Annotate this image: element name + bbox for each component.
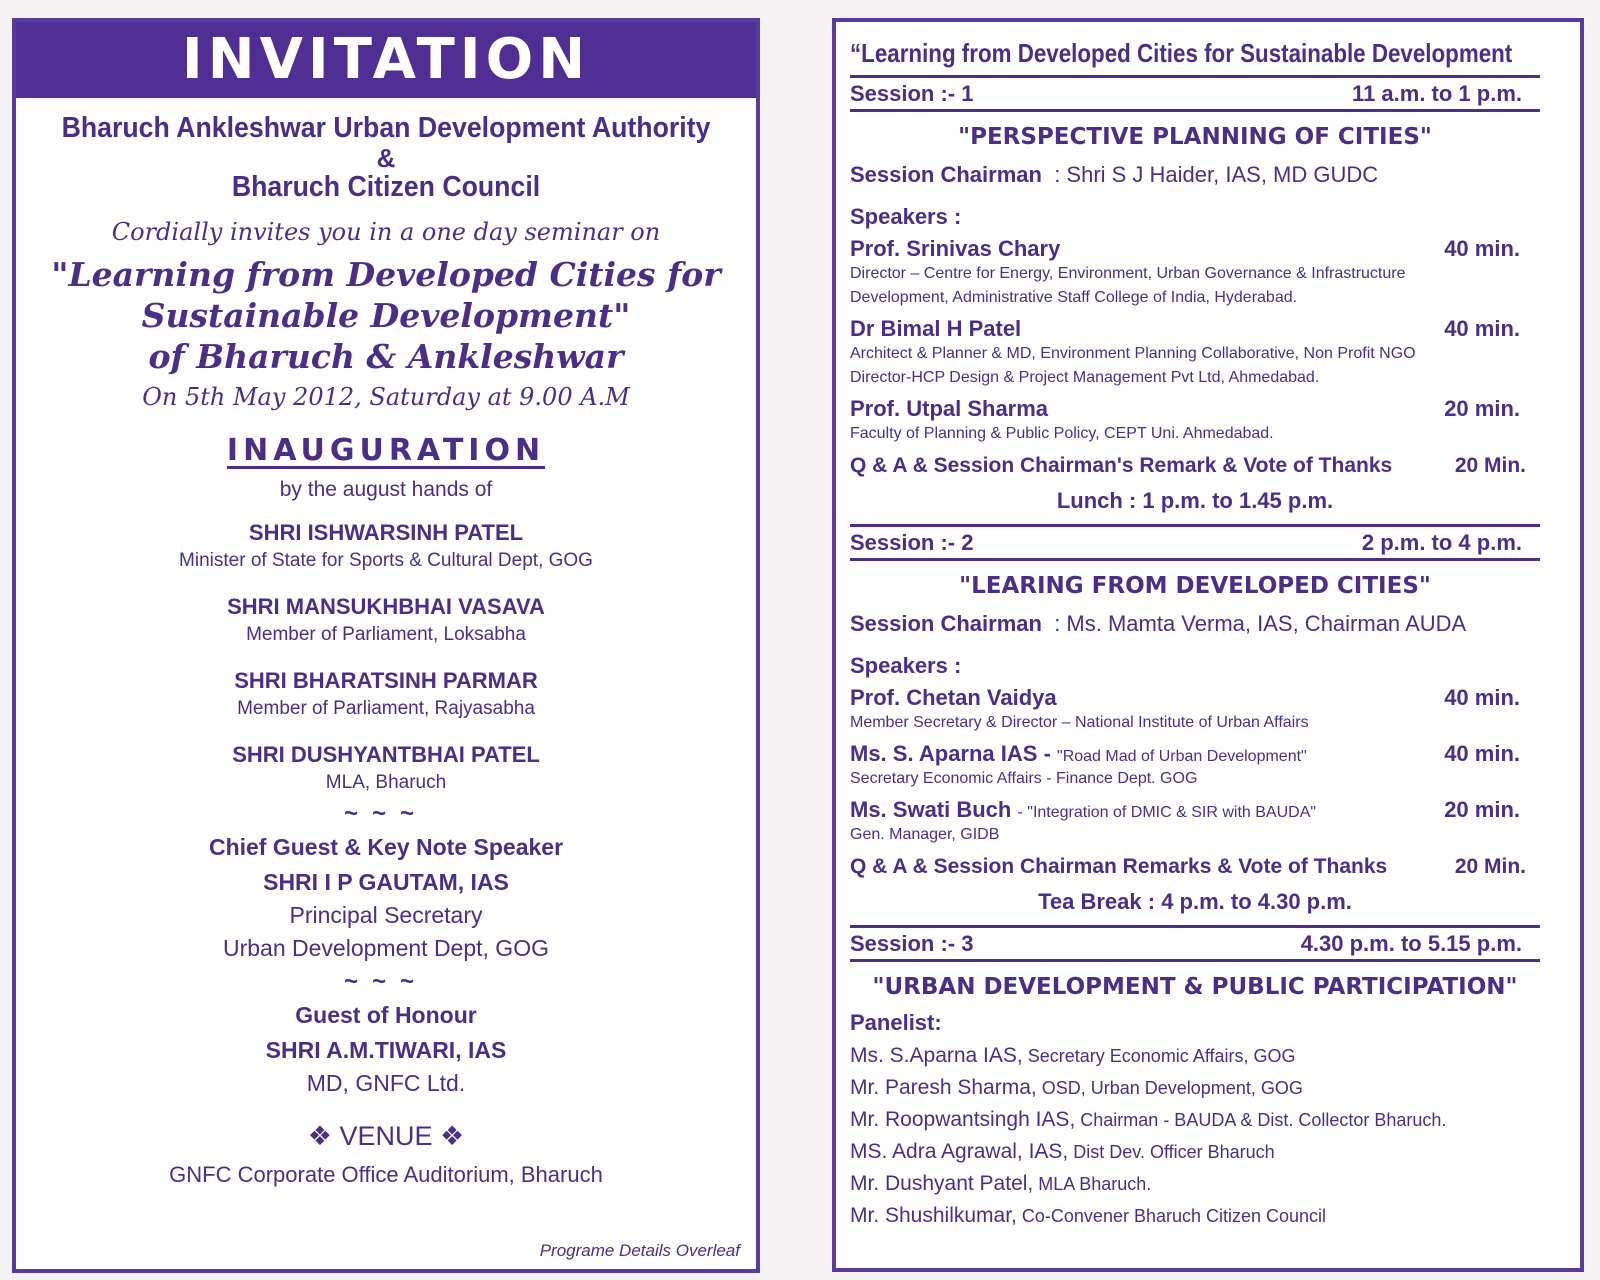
qa-label: Q & A & Session Chairman's Remark & Vote of Thanks xyxy=(850,454,1393,477)
panelist-name: Mr. Shushilkumar, xyxy=(850,1204,1017,1227)
ampersand: & xyxy=(376,143,396,173)
speaker-name: Prof. Srinivas Chary xyxy=(850,236,1061,261)
chairman-label: Session Chairman xyxy=(850,611,1042,636)
speaker-name-text: Ms. Swati Buch xyxy=(850,797,1018,822)
overleaf-note: Programe Details Overleaf xyxy=(539,1241,740,1260)
speaker xyxy=(850,797,1540,823)
session-2-header xyxy=(850,524,1540,561)
panelist xyxy=(850,1140,1540,1164)
speaker xyxy=(850,741,1540,767)
speaker-desc: Secretary Economic Affairs - Finance Dept. GOG xyxy=(850,770,1198,787)
speaker-name xyxy=(850,741,1307,767)
organizer-2: Bharuch Citizen Council xyxy=(231,171,541,203)
inauguration-heading: INAUGURATION xyxy=(226,433,546,468)
chairman-value: : Ms. Mamta Verma, IAS, Chairman AUDA xyxy=(1054,611,1467,636)
tilde-divider: ~~~ xyxy=(343,800,429,827)
session-chairman xyxy=(850,162,1540,188)
invitation-panel xyxy=(12,18,760,1273)
speaker-name-text: Ms. S. Aparna IAS - xyxy=(850,741,1058,766)
dignitary-role: Member of Parliament, Loksabha xyxy=(246,624,526,645)
seminar-title xyxy=(16,254,756,377)
speaker-topic: "Road Mad of Urban Development" xyxy=(1057,748,1307,765)
guest-of-honour-role: MD, GNFC Ltd. xyxy=(306,1070,466,1096)
seminar-title-line-3: of Bharuch & Ankleshwar xyxy=(148,337,624,376)
venue-text: GNFC Corporate Office Auditorium, Bharuch xyxy=(169,1162,603,1187)
panelist xyxy=(850,1172,1540,1196)
panelist-name: Mr. Dushyant Patel, xyxy=(850,1172,1034,1195)
dignitary-name: SHRI BHARATSINH PARMAR xyxy=(234,668,538,693)
panelist-name: Ms. S.Aparna IAS, xyxy=(850,1044,1023,1067)
speaker xyxy=(850,236,1540,262)
session-title: "LEARING FROM DEVELOPED CITIES" xyxy=(959,573,1431,599)
speaker-desc: Faculty of Planning & Public Policy, CEPT Uni. Ahmedabad. xyxy=(850,425,1274,442)
speaker-name: Prof. Utpal Sharma xyxy=(850,396,1049,421)
session-label: Session :- 2 xyxy=(850,530,974,555)
speaker xyxy=(850,685,1540,711)
panelist-role: Dist Dev. Officer Bharuch xyxy=(1068,1142,1275,1162)
speaker-desc: Director-HCP Design & Project Management Pvt Ltd, Ahmedabad. xyxy=(850,369,1320,386)
qa-label: Q & A & Session Chairman Remarks & Vote of Thanks xyxy=(850,855,1388,878)
dignitary-role: MLA, Bharuch xyxy=(325,772,447,793)
session-time: 11 a.m. to 1 p.m. xyxy=(1352,81,1522,106)
tea-break: Tea Break : 4 p.m. to 4.30 p.m. xyxy=(1038,889,1352,914)
session-label: Session :- 3 xyxy=(850,931,974,956)
programme-panel xyxy=(832,18,1584,1272)
lunch-break: Lunch : 1 p.m. to 1.45 p.m. xyxy=(1056,488,1334,513)
speaker-time: 40 min. xyxy=(1444,236,1520,261)
dignitary-name: SHRI DUSHYANTBHAI PATEL xyxy=(232,742,540,767)
qa-time: 20 Min. xyxy=(1454,454,1526,477)
qa-time: 20 Min. xyxy=(1454,855,1526,878)
speaker xyxy=(850,396,1540,422)
speaker-time: 20 min. xyxy=(1444,396,1520,421)
speaker xyxy=(850,316,1540,342)
speaker-time: 40 min. xyxy=(1444,741,1520,766)
chief-guest-role-2: Urban Development Dept, GOG xyxy=(223,935,549,961)
guest-of-honour-heading: Guest of Honour xyxy=(295,1002,477,1028)
tilde-divider: ~~~ xyxy=(343,968,429,995)
session-title: "URBAN DEVELOPMENT & PUBLIC PARTICIPATION" xyxy=(872,974,1518,1000)
speaker-time: 40 min. xyxy=(1444,316,1520,341)
session-label: Session :- 1 xyxy=(850,81,974,106)
seminar-title-line-2: Sustainable Development" xyxy=(141,296,631,335)
dignitary-name: SHRI ISHWARSINH PATEL xyxy=(248,520,524,545)
session-title: "PERSPECTIVE PLANNING OF CITIES" xyxy=(958,124,1432,150)
speaker-name-text: Prof. Chetan Vaidya xyxy=(850,685,1057,710)
invitation-banner: INVITATION xyxy=(16,22,756,98)
panelist-name: MS. Adra Agrawal, IAS, xyxy=(850,1140,1069,1163)
speaker-time: 40 min. xyxy=(1444,685,1520,710)
speaker-name xyxy=(850,685,1057,711)
seminar-date: On 5th May 2012, Saturday at 9.00 A.M xyxy=(142,383,630,411)
august-hands-line: by the august hands of xyxy=(279,478,493,501)
session-time: 4.30 p.m. to 5.15 p.m. xyxy=(1300,931,1522,956)
session-chairman xyxy=(850,611,1540,637)
speaker-desc: Architect & Planner & MD, Environment Planning Collaborative, Non Profit NGO xyxy=(850,345,1416,362)
qa-row xyxy=(850,855,1540,879)
programme-title: “Learning from Developed Cities for Sustainable Development xyxy=(850,38,1513,68)
qa-row xyxy=(850,454,1540,478)
chairman-label: Session Chairman xyxy=(850,162,1042,187)
session-3-header xyxy=(850,925,1540,962)
speakers-heading: Speakers : xyxy=(850,653,962,678)
venue-heading: ❖ VENUE ❖ xyxy=(307,1121,465,1151)
session-time: 2 p.m. to 4 p.m. xyxy=(1361,530,1522,555)
panelist xyxy=(850,1108,1540,1132)
speaker-desc: Member Secretary & Director – National Institute of Urban Affairs xyxy=(850,714,1309,731)
panelist-role: MLA Bharuch. xyxy=(1033,1174,1152,1194)
panelist xyxy=(850,1076,1540,1100)
organizer-1: Bharuch Ankleshwar Urban Development Authority xyxy=(61,112,711,144)
chief-guest-name: SHRI I P GAUTAM, IAS xyxy=(263,869,509,895)
speaker-desc: Development, Administrative Staff College of India, Hyderabad. xyxy=(850,289,1298,306)
chief-guest-heading: Chief Guest & Key Note Speaker xyxy=(208,834,564,860)
panelist-role: Secretary Economic Affairs, GOG xyxy=(1022,1046,1296,1066)
chairman-value: : Shri S J Haider, IAS, MD GUDC xyxy=(1054,162,1379,187)
speakers-heading: Speakers : xyxy=(850,204,962,229)
panelist xyxy=(850,1044,1540,1068)
session-1-header xyxy=(850,75,1540,112)
invite-line: Cordially invites you in a one day seminar on xyxy=(111,218,661,246)
chief-guest-role-1: Principal Secretary xyxy=(289,902,483,928)
speaker-topic: - "Integration of DMIC & SIR with BAUDA" xyxy=(1017,804,1317,821)
speaker-name: Dr Bimal H Patel xyxy=(850,316,1022,341)
panelist-heading: Panelist: xyxy=(850,1010,942,1035)
panelist-name: Mr. Roopwantsingh IAS, xyxy=(850,1108,1076,1131)
panelist-role: Chairman - BAUDA & Dist. Collector Bharuch. xyxy=(1075,1110,1447,1130)
guest-of-honour-name: SHRI A.M.TIWARI, IAS xyxy=(265,1037,507,1063)
panelist-name: Mr. Paresh Sharma, xyxy=(850,1076,1037,1099)
panelist-role: OSD, Urban Development, GOG xyxy=(1036,1078,1303,1098)
speaker-desc: Gen. Manager, GIDB xyxy=(850,826,1000,843)
panelist-role: Co-Convener Bharuch Citizen Council xyxy=(1016,1206,1327,1226)
speaker-time: 20 min. xyxy=(1444,797,1520,822)
seminar-title-line-1: "Learning from Developed Cities for xyxy=(51,255,721,294)
speaker-name xyxy=(850,797,1316,823)
dignitary-role: Member of Parliament, Rajyasabha xyxy=(237,698,535,719)
dignitary-role: Minister of State for Sports & Cultural Dept, GOG xyxy=(179,550,593,571)
dignitary-name: SHRI MANSUKHBHAI VASAVA xyxy=(227,594,545,619)
speaker-desc: Director – Centre for Energy, Environment, Urban Governance & Infrastructure xyxy=(850,265,1406,282)
panelist xyxy=(850,1204,1540,1228)
